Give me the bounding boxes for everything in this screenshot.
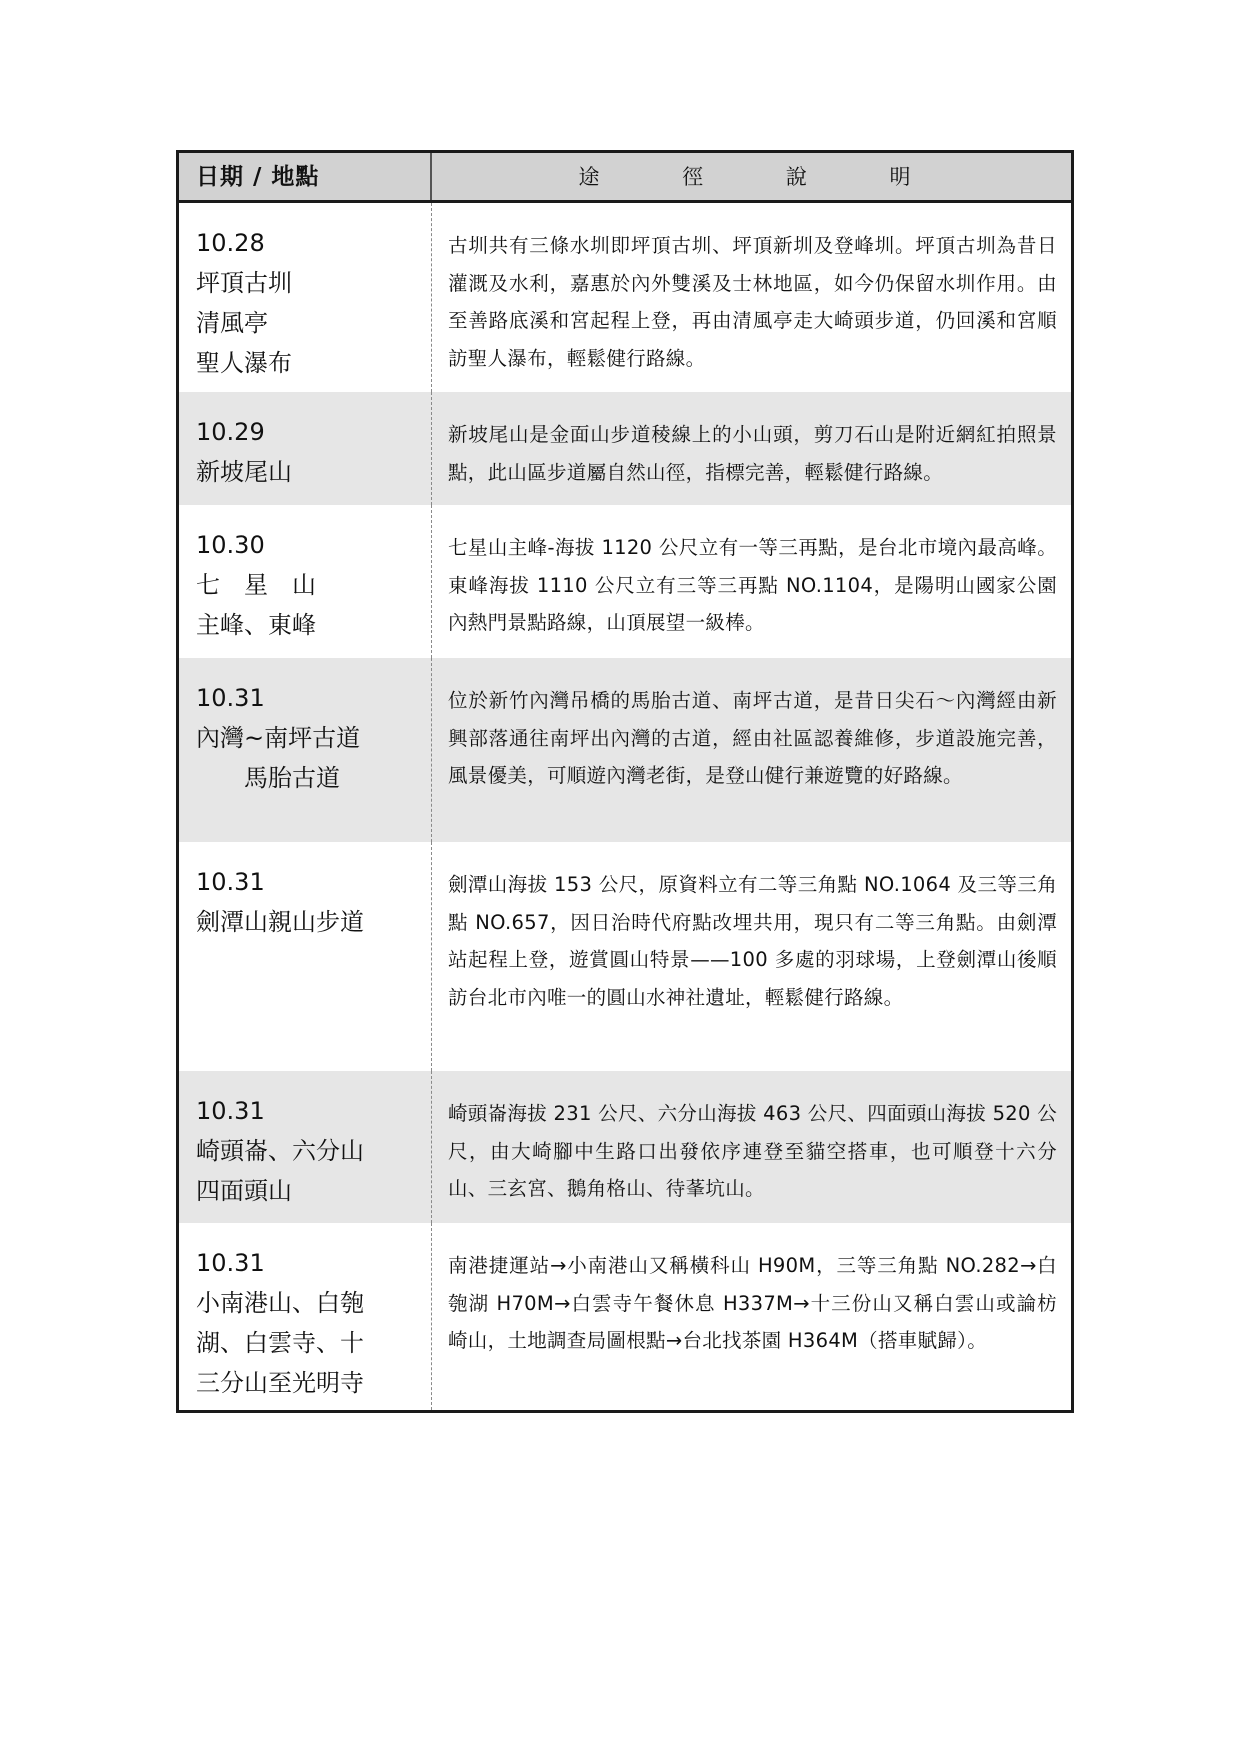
row-place: 崎頭崙、六分山 四面頭山 bbox=[196, 1137, 364, 1205]
row-description: 古圳共有三條水圳即坪頂古圳、坪頂新圳及登峰圳。坪頂古圳為昔日灌溉及水利，嘉惠於內外雙溪及士林地區，如今仍保留水圳作用。由至善路底溪和宮起程上登，再由清風亭走大崎頭步道，仍回溪和宮順訪聖人瀑布，輕鬆健行路線。 bbox=[448, 234, 1057, 370]
row-description: 位於新竹內灣吊橋的馬胎古道、南坪古道，是昔日尖石～內灣經由新興部落通往南坪出內灣的古道，經由社區認養維修，步道設施完善，風景優美，可順遊內灣老街，是登山健行兼遊覽的好路線。 bbox=[448, 689, 1057, 787]
description-cell bbox=[432, 392, 1071, 505]
table-row bbox=[179, 1223, 1071, 1410]
table-row bbox=[179, 842, 1071, 1071]
table-row bbox=[179, 203, 1071, 392]
description-cell bbox=[432, 1071, 1071, 1223]
row-place: 內灣~南坪古道 馬胎古道 bbox=[196, 724, 361, 792]
description-cell bbox=[432, 842, 1071, 1071]
row-description: 七星山主峰-海拔 1120 公尺立有一等三再點，是台北市境內最高峰。東峰海拔 1110 公尺立有三等三再點 NO.1104，是陽明山國家公園內熱門景點路線，山頂展望一級棒。 bbox=[448, 536, 1057, 634]
row-date: 10.31 bbox=[196, 1097, 265, 1125]
row-date: 10.31 bbox=[196, 1249, 265, 1277]
table-row bbox=[179, 392, 1071, 505]
header-route-description: 途 徑 說 明 bbox=[578, 165, 949, 189]
row-place: 小南港山、白匏 湖、白雲寺、十 三分山至光明寺 bbox=[196, 1289, 364, 1397]
row-date: 10.30 bbox=[196, 531, 265, 559]
table-row bbox=[179, 658, 1071, 842]
description-cell bbox=[432, 1223, 1071, 1410]
date-place-cell bbox=[179, 842, 432, 1071]
row-place: 七 星 山 主峰、東峰 bbox=[196, 571, 316, 639]
date-place-cell bbox=[179, 392, 432, 505]
table-header bbox=[179, 153, 1071, 203]
row-description: 崎頭崙海拔 231 公尺、六分山海拔 463 公尺、四面頭山海拔 520 公尺，由大崎腳中生路口出發依序連登至貓空搭車，也可順登十六分山、三玄宮、鵝角格山、待莑坑山。 bbox=[448, 1102, 1057, 1200]
row-description: 南港捷運站→小南港山又稱橫科山 H90M，三等三角點 NO.282→白匏湖 H70M→白雲寺午餐休息 H337M→十三份山又稱白雲山或論枋崎山，土地調查局圖根點→台北找茶園 H364M（搭車賦歸）。 bbox=[448, 1254, 1057, 1352]
description-cell bbox=[432, 505, 1071, 658]
row-date: 10.29 bbox=[196, 418, 265, 446]
row-place: 新坡尾山 bbox=[196, 458, 292, 486]
row-place: 劍潭山親山步道 bbox=[196, 908, 364, 936]
description-cell bbox=[432, 658, 1071, 842]
row-place: 坪頂古圳 清風亭 聖人瀑布 bbox=[196, 269, 292, 377]
table-row bbox=[179, 1071, 1071, 1223]
description-cell bbox=[432, 203, 1071, 392]
date-place-cell bbox=[179, 1071, 432, 1223]
row-date: 10.28 bbox=[196, 229, 265, 257]
row-description: 新坡尾山是金面山步道稜線上的小山頭，剪刀石山是附近網紅拍照景點，此山區步道屬自然山徑，指標完善，輕鬆健行路線。 bbox=[448, 423, 1057, 484]
row-date: 10.31 bbox=[196, 684, 265, 712]
date-place-cell bbox=[179, 1223, 432, 1410]
row-description: 劍潭山海拔 153 公尺，原資料立有二等三角點 NO.1064 及三等三角點 NO.657，因日治時代府點改埋共用，現只有二等三角點。由劍潭站起程上登，遊賞圓山特景——100 多處的羽球場，上登劍潭山後順訪台北市內唯一的圓山水神社遺址，輕鬆健行路線。 bbox=[448, 873, 1057, 1009]
itinerary-table bbox=[176, 150, 1074, 1413]
header-date-place: 日期 / 地點 bbox=[179, 153, 432, 200]
table-row bbox=[179, 505, 1071, 658]
date-place-cell bbox=[179, 203, 432, 392]
date-place-cell bbox=[179, 505, 432, 658]
row-date: 10.31 bbox=[196, 868, 265, 896]
date-place-cell bbox=[179, 658, 432, 842]
